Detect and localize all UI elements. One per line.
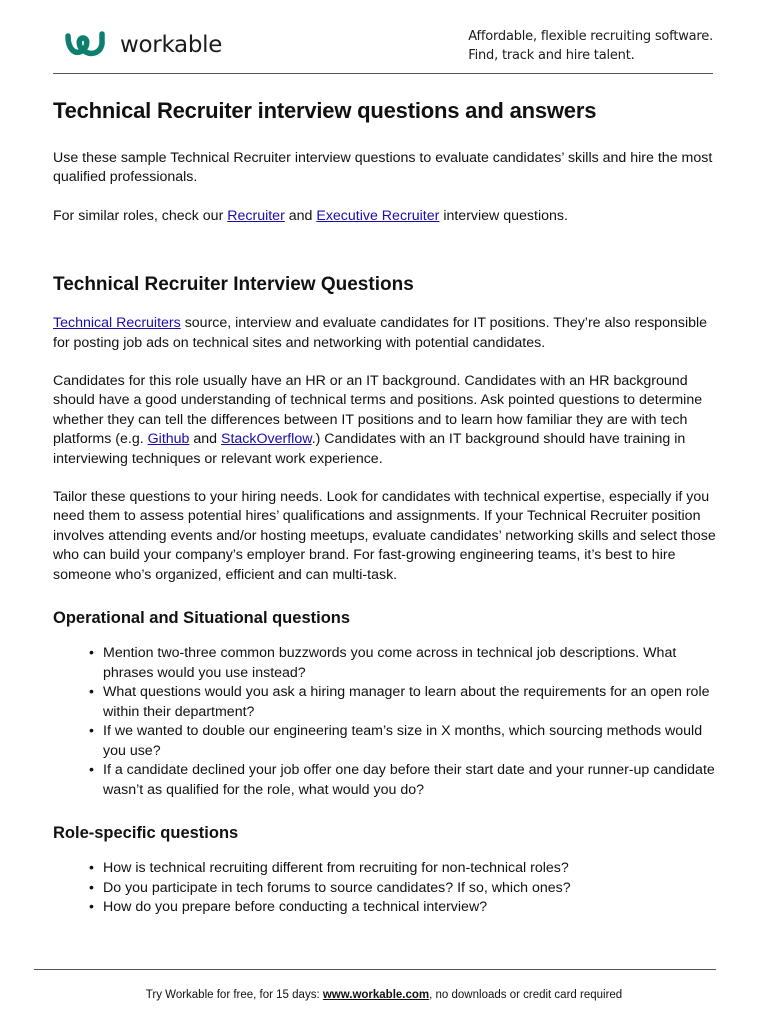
footer-divider	[34, 969, 716, 970]
p1-rest: source, interview and evaluate candidates for IT positions. They’re also responsible for posting job ads on technical sites and networking with potential candidates.	[53, 315, 708, 351]
similar-roles-paragraph	[53, 207, 718, 226]
github-link[interactable]: Github	[147, 431, 190, 448]
brand-name: workable	[120, 32, 223, 58]
workable-site-link[interactable]: www.workable.com	[322, 989, 430, 1001]
p2-part-c: .) Candidates with an IT background should have training in interviewing techniques or relevant work experience.	[53, 431, 686, 467]
header-divider	[53, 73, 713, 74]
role-specific-heading: Role-specific questions	[53, 824, 239, 843]
role-specific-list	[53, 859, 718, 918]
footer-prefix: Try Workable for free, for 15 days:	[145, 989, 323, 1001]
stackoverflow-link[interactable]: StackOverflow	[221, 431, 312, 448]
section-paragraph-1	[53, 314, 718, 353]
footer-suffix: , no downloads or credit card required	[429, 989, 623, 1001]
section-paragraph-2	[53, 372, 718, 469]
section-heading: Technical Recruiter Interview Questions	[53, 274, 414, 296]
page-title: Technical Recruiter interview questions and answers	[53, 98, 597, 123]
list-item: • If a candidate declined your job offer one day before their start date and your runner-up candidate wasn’t as qualified for the role, what would you do?	[103, 761, 718, 800]
executive-recruiter-link[interactable]: Executive Recruiter	[316, 207, 440, 224]
workable-logo-icon	[64, 30, 114, 60]
p2-part-b: and	[189, 431, 221, 448]
tagline-line-1: Affordable, flexible recruiting software.	[468, 29, 713, 44]
intro-paragraph: Use these sample Technical Recruiter interview questions to evaluate candidates’ skills and hire the most qualified professionals.	[53, 150, 713, 186]
recruiter-link[interactable]: Recruiter	[227, 207, 285, 224]
document-body	[53, 96, 718, 928]
list-item: • What questions would you ask a hiring manager to learn about the requirements for an open role within their department?	[103, 683, 718, 722]
section-paragraph-3: Tailor these questions to your hiring needs. Look for candidates with technical expertise, especially if you need them to assess potential hires’ qualifications and assignments. If your Technical Recruiter position involves attending events and/or hosting meetups, evaluate candidates’ networking skills and select those who can build your company’s employer brand. For fast-growing engineering teams, it’s best to hire someone who’s organized, efficient and can multi-task.	[53, 489, 716, 583]
similar-prefix: For similar roles, check our	[53, 207, 228, 224]
page-header	[0, 0, 768, 74]
operational-heading: Operational and Situational questions	[53, 609, 351, 628]
list-item: • How is technical recruiting different from recruiting for non-technical roles?	[103, 859, 718, 879]
page-footer	[0, 988, 768, 1002]
operational-list	[53, 644, 718, 800]
list-item: • Do you participate in tech forums to source candidates? If so, which ones?	[103, 879, 718, 899]
technical-recruiters-link[interactable]: Technical Recruiters	[53, 315, 181, 332]
similar-suffix: interview questions.	[439, 207, 568, 224]
workable-logo[interactable]	[64, 30, 222, 60]
similar-middle: and	[284, 207, 317, 224]
tagline-line-2: Find, track and hire talent.	[468, 48, 635, 63]
list-item: • How do you prepare before conducting a technical interview?	[103, 898, 718, 918]
p2-part-a: Candidates for this role usually have an HR or an IT background. Candidates with an HR background should have a good understanding of technical terms and positions. Ask pointed questions to determine whether they can tell the differences between IT positions and to learn how familiar they are with tech platforms (e.g.	[53, 373, 703, 448]
list-item: • If we wanted to double our engineering team’s size in X months, which sourcing methods would you use?	[103, 722, 718, 761]
header-tagline	[468, 27, 713, 65]
list-item: • Mention two-three common buzzwords you come across in technical job descriptions. What phrases would you use instead?	[103, 644, 718, 683]
